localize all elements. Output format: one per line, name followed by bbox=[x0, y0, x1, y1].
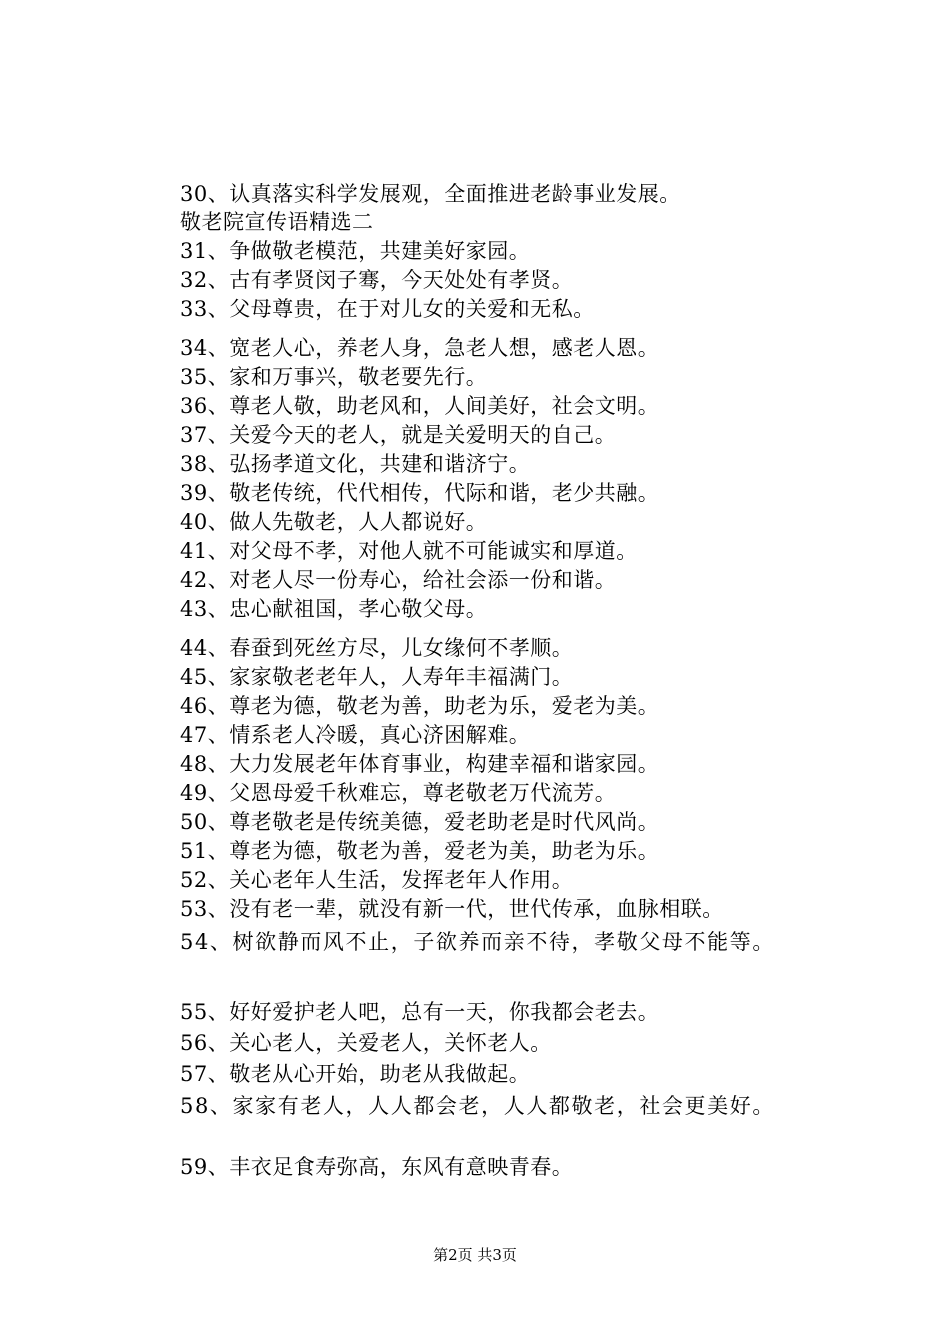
text-line: 45、家家敬老老年人，人寿年丰福满门。 bbox=[180, 665, 574, 689]
text-line: 52、关心老年人生活，发挥老年人作用。 bbox=[180, 868, 574, 892]
text-line: 55、好好爱护老人吧，总有一天，你我都会老去。 bbox=[180, 1000, 660, 1024]
text-line: 47、情系老人冷暖，真心济困解难。 bbox=[180, 723, 531, 747]
text-line: 37、关爱今天的老人，就是关爱明天的自己。 bbox=[180, 423, 617, 447]
text-line: 57、敬老从心开始，助老从我做起。 bbox=[180, 1062, 531, 1086]
text-line: 38、弘扬孝道文化，共建和谐济宁。 bbox=[180, 452, 531, 476]
text-line: 46、尊老为德，敬老为善，助老为乐，爱老为美。 bbox=[180, 694, 660, 718]
text-line: 31、争做敬老模范，共建美好家园。 bbox=[180, 239, 531, 263]
text-line: 36、尊老人敬，助老风和，人间美好，社会文明。 bbox=[180, 394, 660, 418]
section-heading: 敬老院宣传语精选二 bbox=[180, 210, 374, 234]
text-line: 58、家家有老人，人人都会老，人人都敬老，社会更美好。 bbox=[180, 1094, 775, 1118]
text-line: 34、宽老人心，养老人身，急老人想，感老人恩。 bbox=[180, 336, 660, 360]
text-line: 32、古有孝贤闵子骞，今天处处有孝贤。 bbox=[180, 268, 574, 292]
text-line: 51、尊老为德，敬老为善，爱老为美，助老为乐。 bbox=[180, 839, 660, 863]
text-line: 41、对父母不孝，对他人就不可能诚实和厚道。 bbox=[180, 539, 638, 563]
text-line: 48、大力发展老年体育事业，构建幸福和谐家园。 bbox=[180, 752, 660, 776]
text-line: 35、家和万事兴，敬老要先行。 bbox=[180, 365, 488, 389]
text-line: 39、敬老传统，代代相传，代际和谐，老少共融。 bbox=[180, 481, 660, 505]
text-line: 33、父母尊贵，在于对儿女的关爱和无私。 bbox=[180, 297, 595, 321]
page-footer: 第2页 共3页 bbox=[433, 1246, 517, 1264]
text-line: 53、没有老一辈，就没有新一代，世代传承，血脉相联。 bbox=[180, 897, 724, 921]
text-line: 43、忠心献祖国，孝心敬父母。 bbox=[180, 597, 488, 621]
text-line: 42、对老人尽一份寿心，给社会添一份和谐。 bbox=[180, 568, 617, 592]
text-line: 30、认真落实科学发展观，全面推进老龄事业发展。 bbox=[180, 182, 681, 206]
text-line: 56、关心老人，关爱老人，关怀老人。 bbox=[180, 1031, 552, 1055]
text-line: 54、树欲静而风不止，子欲养而亲不待，孝敬父母不能等。 bbox=[180, 930, 775, 954]
text-line: 40、做人先敬老，人人都说好。 bbox=[180, 510, 488, 534]
text-line: 49、父恩母爱千秋难忘，尊老敬老万代流芳。 bbox=[180, 781, 617, 805]
text-line: 50、尊老敬老是传统美德，爱老助老是时代风尚。 bbox=[180, 810, 660, 834]
text-line: 44、春蚕到死丝方尽，儿女缘何不孝顺。 bbox=[180, 636, 574, 660]
text-line: 59、丰衣足食寿弥高，东风有意映青春。 bbox=[180, 1155, 574, 1179]
